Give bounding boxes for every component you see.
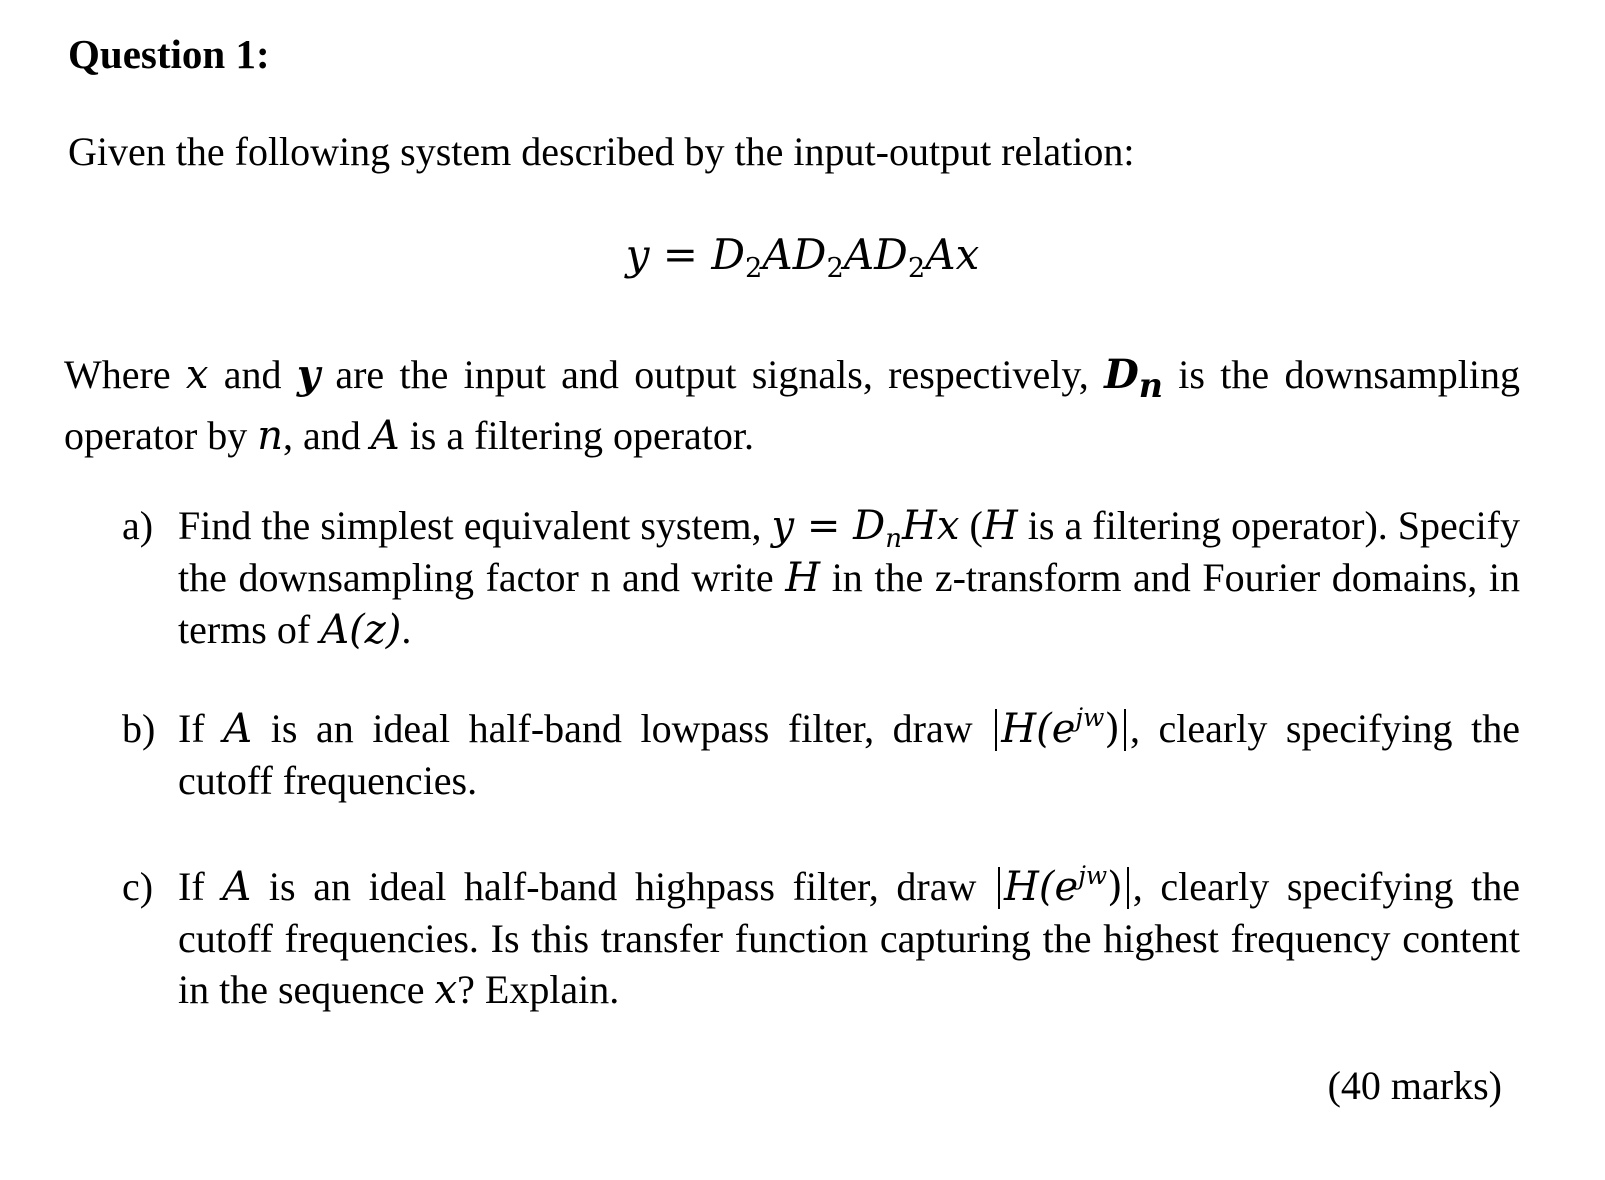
part-b-marker: b)	[122, 706, 156, 751]
frequency-response-expr: $H(e^{jw})$	[1001, 702, 1120, 752]
eq-d3: $D_2$	[874, 230, 926, 285]
marks-label: (40 marks)	[1327, 1063, 1502, 1108]
eq-sign: =	[649, 230, 712, 279]
part-b	[122, 703, 1520, 806]
definitions-paragraph: Where x and y are the input and output signals, respectively, $D_n$ is the downsampling operator by n, and A is a filtering operator.	[64, 351, 1520, 459]
system-equation	[0, 230, 1605, 285]
eq-lhs: y	[625, 230, 650, 279]
eq-a1: A	[762, 230, 793, 279]
eq-d2: $D_2$	[792, 230, 844, 285]
question-title: Question 1:	[68, 31, 270, 77]
eq-a2: A	[843, 230, 875, 279]
abs-bar-right	[1124, 709, 1126, 751]
eq-a3: A	[925, 230, 956, 279]
part-c-marker: c)	[122, 864, 154, 909]
abs-bar-left	[995, 709, 997, 751]
abs-bar-right	[1127, 867, 1129, 909]
part-b-text: If A is an ideal half-band lowpass filter, draw $H(e^{jw})$ , clearly specifying the cutoff frequencies.	[178, 702, 1520, 803]
part-c	[122, 861, 1520, 1016]
eq-d1: $D_2$	[711, 230, 763, 285]
abs-bar-left	[998, 867, 1000, 909]
intro-text: Given the following system described by the input-output relation:	[68, 129, 1135, 174]
part-a	[122, 500, 1520, 656]
downsampling-operator-symbol: $D_n$	[1104, 351, 1164, 405]
part-a-text: Find the simplest equivalent system, $y = D_nHx$ (H is a filtering operator). Specify the downsampling factor n and write H in the z-transform and Fourier domains, in terms of A(z).	[178, 503, 1520, 653]
frequency-response-expr: $H(e^{jw})$	[1004, 860, 1123, 910]
eq-x: x	[955, 230, 980, 279]
part-c-text: If A is an ideal half-band highpass filter, draw $H(e^{jw})$ , clearly specifying the cutoff frequencies. Is this transfer function capturing the highest frequency content in the sequence x? Explain.	[178, 860, 1521, 1013]
part-a-marker: a)	[122, 503, 154, 548]
